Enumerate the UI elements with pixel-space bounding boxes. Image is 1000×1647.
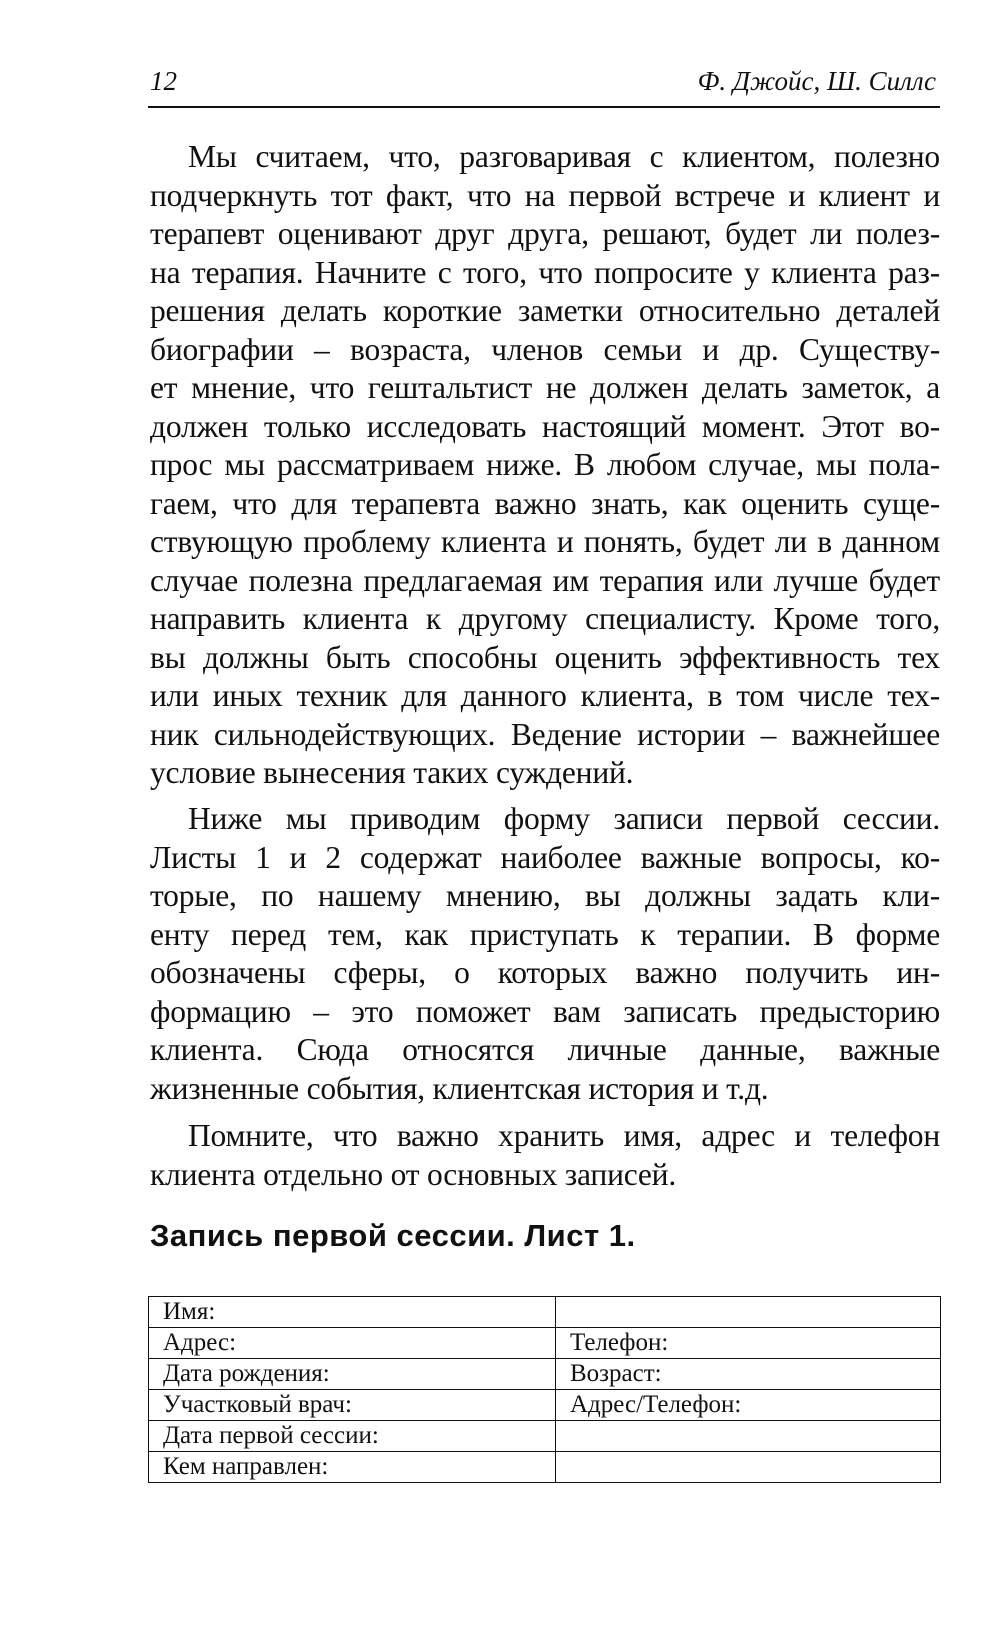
form-field-blank[interactable] bbox=[556, 1297, 941, 1328]
form-field-name[interactable]: Имя: bbox=[149, 1297, 556, 1328]
text-line: Ниже мы приводим форму записи первой сессии. bbox=[188, 801, 940, 836]
form-field-phone[interactable]: Телефон: bbox=[556, 1328, 941, 1359]
form-field-doctor-contact[interactable]: Адрес/Телефон: bbox=[556, 1390, 941, 1421]
form-field-referred-by[interactable]: Кем направлен: bbox=[149, 1452, 556, 1483]
text-line: формацию – это поможет вам записать предысторию bbox=[150, 993, 940, 1029]
form-field-blank[interactable] bbox=[556, 1452, 941, 1483]
text-line: клиента. Сюда относятся личные данные, важные bbox=[150, 1032, 940, 1067]
table-row bbox=[149, 1359, 941, 1390]
text-line: Листы 1 и 2 содержат наиболее важные вопросы, ко- bbox=[150, 839, 940, 875]
table-row bbox=[149, 1390, 941, 1421]
paragraph-1 bbox=[150, 138, 940, 793]
text-line: терапевт оценивают друг друга, решают, будет ли полез- bbox=[150, 216, 940, 251]
text-line: Помните, что важно хранить имя, адрес и телефон bbox=[188, 1118, 940, 1153]
text-line: биографии – возраста, членов семьи и др. Существу- bbox=[150, 331, 940, 367]
table-row bbox=[149, 1421, 941, 1452]
text-line: направить клиента к другому специалисту. Кроме того, bbox=[150, 601, 940, 636]
table-row bbox=[149, 1328, 941, 1359]
text-line: решения делать короткие заметки относительно деталей bbox=[150, 293, 940, 328]
text-line: торые, по нашему мнению, вы должны задать кли- bbox=[150, 878, 940, 913]
text-line: на терапия. Начните с того, что попросите у клиента раз- bbox=[150, 254, 940, 290]
text-line: ствующую проблему клиента и понять, будет ли в данном bbox=[150, 524, 940, 559]
form-field-blank[interactable] bbox=[556, 1421, 941, 1452]
text-line: жизненные события, клиентская история и т.д. bbox=[150, 1070, 769, 1106]
text-line: условие вынесения таких суждений. bbox=[150, 755, 634, 790]
form-field-first-session-date[interactable]: Дата первой сессии: bbox=[149, 1421, 556, 1452]
text-line: енту перед тем, как приступать к терапии. В форме bbox=[150, 916, 940, 952]
text-line: подчеркнуть тот факт, что на первой встрече и клиент и bbox=[150, 177, 940, 213]
table-row bbox=[149, 1452, 941, 1483]
paragraph-3 bbox=[150, 1117, 940, 1194]
text-line: или иных техник для данного клиента, в том числе тех- bbox=[150, 678, 940, 713]
first-session-form bbox=[148, 1296, 941, 1483]
text-line: ет мнение, что гештальтист не должен делать заметок, а bbox=[150, 370, 940, 405]
paragraph-2 bbox=[150, 800, 940, 1108]
text-line: прос мы рассматриваем ниже. В любом случае, мы пола- bbox=[150, 447, 940, 482]
text-line: должен только исследовать настоящий момент. Этот во- bbox=[150, 408, 940, 444]
form-field-birth-date[interactable]: Дата рождения: bbox=[149, 1359, 556, 1390]
form-field-address[interactable]: Адрес: bbox=[149, 1328, 556, 1359]
text-line: обозначены сферы, о которых важно получить ин- bbox=[150, 955, 940, 990]
table-row bbox=[149, 1297, 941, 1328]
text-line: клиента отдельно от основных записей. bbox=[150, 1156, 677, 1192]
text-line: ник сильнодействующих. Ведение истории – важнейшее bbox=[150, 716, 940, 752]
page-number: 12 bbox=[150, 66, 177, 96]
text-line: гаем, что для терапевта важно знать, как оценить суще- bbox=[150, 485, 940, 521]
text-line: случае полезна предлагаемая им терапия или лучше будет bbox=[150, 562, 940, 598]
form-heading: Запись первой сессии. Лист 1. bbox=[150, 1218, 636, 1253]
form-field-age[interactable]: Возраст: bbox=[556, 1359, 941, 1390]
text-line: вы должны быть способны оценить эффективность тех bbox=[150, 639, 940, 675]
running-head-authors: Ф. Джойс, Ш. Силлс bbox=[697, 66, 936, 96]
form-field-doctor[interactable]: Участковый врач: bbox=[149, 1390, 556, 1421]
running-head bbox=[148, 62, 940, 108]
text-line: Мы считаем, что, разговаривая с клиентом, полезно bbox=[188, 139, 940, 174]
